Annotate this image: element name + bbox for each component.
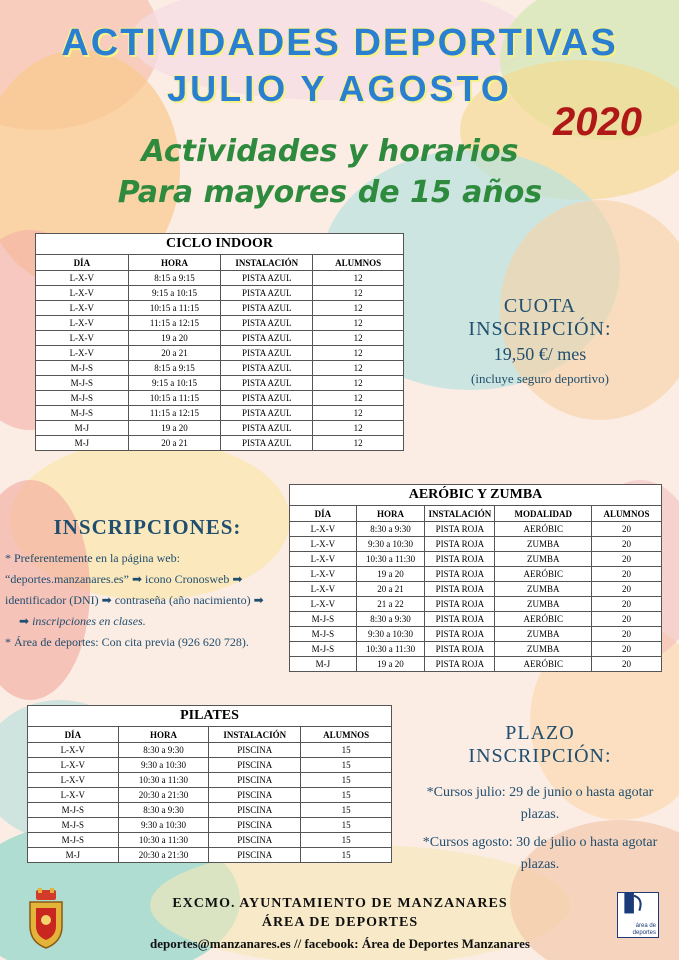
table-cell: L-X-V xyxy=(36,271,129,286)
table-row xyxy=(36,331,404,346)
table-cell: 15 xyxy=(301,758,392,773)
table-row xyxy=(290,627,662,642)
table-cell: L-X-V xyxy=(28,758,119,773)
table-cell: 20 xyxy=(592,522,662,537)
table-cell: L-X-V xyxy=(36,331,129,346)
table-row xyxy=(36,361,404,376)
table-cell: 12 xyxy=(313,286,404,301)
table-cell: 12 xyxy=(313,346,404,361)
table-cell: 9:30 a 10:30 xyxy=(356,627,425,642)
table-cell: PISTA AZUL xyxy=(221,421,313,436)
table-cell: PISTA AZUL xyxy=(221,436,313,451)
table-cell: M-J-S xyxy=(290,612,357,627)
table-row xyxy=(290,537,662,552)
column-header: INSTALACIÓN xyxy=(425,506,495,522)
inscripciones-line5: * Área de deportes: Con cita previa (926 620 728). xyxy=(5,635,249,649)
table-cell: 15 xyxy=(301,818,392,833)
table-cell: 9:30 a 10:30 xyxy=(356,537,425,552)
table-cell: 8:30 a 9:30 xyxy=(118,743,209,758)
table-cell: PISTA AZUL xyxy=(221,391,313,406)
coat-of-arms-icon xyxy=(22,888,70,950)
table-cell: 20 a 21 xyxy=(356,582,425,597)
table-row xyxy=(28,848,392,863)
table-cell: 12 xyxy=(313,406,404,421)
table-header-row xyxy=(290,506,662,522)
table-cell: 10:30 a 11:30 xyxy=(356,642,425,657)
table-cell: M-J-S xyxy=(36,361,129,376)
arrow-right-icon: ➡ xyxy=(232,572,243,586)
table-cell: 10:30 a 11:30 xyxy=(118,773,209,788)
table-cell: 20 xyxy=(592,627,662,642)
table-cell: 19 a 20 xyxy=(356,567,425,582)
website-link[interactable]: “deportes.manzanares.es” xyxy=(5,572,129,586)
column-header: HORA xyxy=(118,727,209,743)
table-cell: M-J-S xyxy=(28,803,119,818)
table-cell: 12 xyxy=(313,271,404,286)
table-cell: 9:30 a 10:30 xyxy=(118,818,209,833)
table-row xyxy=(36,346,404,361)
area-deportes-logo xyxy=(617,892,659,938)
table-cell: M-J xyxy=(36,421,129,436)
table-cell: M-J xyxy=(36,436,129,451)
table-cell: 20:30 a 21:30 xyxy=(118,848,209,863)
table-cell: 20:30 a 21:30 xyxy=(118,788,209,803)
table-cell: 10:15 a 11:15 xyxy=(128,301,221,316)
footer-line1: EXCMO. AYUNTAMIENTO DE MANZANARES xyxy=(172,896,508,911)
table-cell: 20 a 21 xyxy=(128,346,221,361)
table-row xyxy=(28,743,392,758)
inscripciones-line3a: identificador (DNI) xyxy=(5,593,99,607)
table-cell: PISTA ROJA xyxy=(425,537,495,552)
column-header: DÍA xyxy=(28,727,119,743)
table-cell: 12 xyxy=(313,376,404,391)
table-cell: L-X-V xyxy=(36,346,129,361)
footer-line2: ÁREA DE DEPORTES xyxy=(261,915,419,930)
table-cell: PISTA ROJA xyxy=(425,582,495,597)
table-cell: 12 xyxy=(313,436,404,451)
table-row xyxy=(290,552,662,567)
column-header: INSTALACIÓN xyxy=(221,255,313,271)
table-cell: AERÓBIC xyxy=(495,612,592,627)
table-row xyxy=(290,612,662,627)
table-cell: L-X-V xyxy=(290,567,357,582)
table-cell: ZUMBA xyxy=(495,582,592,597)
table-header-row xyxy=(28,727,392,743)
ciclo-indoor-table xyxy=(35,233,404,451)
pilates-table xyxy=(27,705,392,863)
table-row xyxy=(28,818,392,833)
table-cell: M-J-S xyxy=(36,391,129,406)
table-cell: 8:15 a 9:15 xyxy=(128,271,221,286)
table-title: PILATES xyxy=(28,706,392,727)
table-title: AERÓBIC Y ZUMBA xyxy=(290,485,662,506)
table-cell: 12 xyxy=(313,391,404,406)
table-row xyxy=(36,406,404,421)
table-row xyxy=(290,522,662,537)
column-header: ALUMNOS xyxy=(313,255,404,271)
table-cell: L-X-V xyxy=(28,773,119,788)
column-header: INSTALACIÓN xyxy=(209,727,301,743)
table-cell: M-J-S xyxy=(290,627,357,642)
table-cell: 21 a 22 xyxy=(356,597,425,612)
table-cell: 20 xyxy=(592,597,662,612)
main-title-line1: ACTIVIDADES DEPORTIVAS xyxy=(61,22,618,64)
table-cell: L-X-V xyxy=(290,597,357,612)
table-cell: PISTA ROJA xyxy=(425,612,495,627)
table-cell: 9:15 a 10:15 xyxy=(128,376,221,391)
table-row xyxy=(290,597,662,612)
table-cell: ZUMBA xyxy=(495,627,592,642)
table-cell: L-X-V xyxy=(36,286,129,301)
table-cell: L-X-V xyxy=(290,522,357,537)
table-cell: AERÓBIC xyxy=(495,657,592,672)
table-cell: L-X-V xyxy=(290,552,357,567)
table-cell: L-X-V xyxy=(290,582,357,597)
column-header: ALUMNOS xyxy=(592,506,662,522)
table-cell: 12 xyxy=(313,421,404,436)
cuota-note: (incluye seguro deportivo) xyxy=(471,371,609,386)
table-cell: 15 xyxy=(301,803,392,818)
table-cell: ZUMBA xyxy=(495,552,592,567)
table-cell: 20 xyxy=(592,642,662,657)
arrow-right-icon: ➡ xyxy=(19,614,30,628)
table-cell: M-J xyxy=(28,848,119,863)
cuota-title-line2: INSCRIPCIÓN: xyxy=(468,318,612,340)
table-cell: PISTA ROJA xyxy=(425,597,495,612)
cuota-price: 19,50 €/ mes xyxy=(493,344,587,364)
table-cell: PISTA AZUL xyxy=(221,346,313,361)
column-header: HORA xyxy=(128,255,221,271)
table-row xyxy=(36,286,404,301)
table-cell: AERÓBIC xyxy=(495,567,592,582)
column-header: DÍA xyxy=(36,255,129,271)
table-cell: 19 a 20 xyxy=(128,421,221,436)
table-cell: PISTA AZUL xyxy=(221,361,313,376)
plazo-julio: *Cursos julio: 29 de junio o hasta agotar plazas. xyxy=(426,785,654,822)
table-cell: PISCINA xyxy=(209,803,301,818)
table-cell: M-J-S xyxy=(28,818,119,833)
table-cell: 15 xyxy=(301,833,392,848)
table-cell: 8:30 a 9:30 xyxy=(118,803,209,818)
table-row xyxy=(28,833,392,848)
table-cell: 10:30 a 11:30 xyxy=(118,833,209,848)
plazo-section xyxy=(410,722,670,876)
table-row xyxy=(36,376,404,391)
table-cell: 15 xyxy=(301,773,392,788)
inscripciones-line3b: contraseña (año nacimiento) xyxy=(114,593,251,607)
table-row xyxy=(290,657,662,672)
aerobic-zumba-table xyxy=(289,484,662,672)
table-cell: PISTA AZUL xyxy=(221,286,313,301)
table-cell: 12 xyxy=(313,301,404,316)
table-cell: PISTA ROJA xyxy=(425,657,495,672)
table-cell: PISTA ROJA xyxy=(425,552,495,567)
cuota-section xyxy=(430,295,650,387)
table-cell: M-J-S xyxy=(36,406,129,421)
table-cell: PISTA AZUL xyxy=(221,316,313,331)
table-cell: 11:15 a 12:15 xyxy=(128,316,221,331)
table-cell: PISTA ROJA xyxy=(425,567,495,582)
table-row xyxy=(290,642,662,657)
table-cell: PISTA AZUL xyxy=(221,406,313,421)
table-cell: PISTA ROJA xyxy=(425,522,495,537)
table-cell: 10:30 a 11:30 xyxy=(356,552,425,567)
table-row xyxy=(28,758,392,773)
main-title-line2: JULIO Y AGOSTO xyxy=(167,68,512,109)
table-cell: 9:15 a 10:15 xyxy=(128,286,221,301)
table-cell: PISTA AZUL xyxy=(221,301,313,316)
table-cell: 15 xyxy=(301,848,392,863)
table-row xyxy=(36,271,404,286)
table-cell: 8:30 a 9:30 xyxy=(356,612,425,627)
table-cell: PISTA ROJA xyxy=(425,627,495,642)
table-row xyxy=(28,788,392,803)
runner-logo-icon xyxy=(618,893,658,923)
table-cell: 20 xyxy=(592,657,662,672)
table-cell: ZUMBA xyxy=(495,597,592,612)
table-row xyxy=(290,567,662,582)
column-header: MODALIDAD xyxy=(495,506,592,522)
table-row xyxy=(36,316,404,331)
subtitle-line1: Actividades y horarios xyxy=(141,134,519,169)
table-cell: PISCINA xyxy=(209,818,301,833)
table-title: CICLO INDOOR xyxy=(36,234,404,255)
table-cell: PISCINA xyxy=(209,743,301,758)
table-cell: M-J-S xyxy=(36,376,129,391)
table-row xyxy=(36,436,404,451)
table-cell: 20 xyxy=(592,567,662,582)
table-cell: ZUMBA xyxy=(495,537,592,552)
table-cell: 19 a 20 xyxy=(128,331,221,346)
arrow-right-icon: ➡ xyxy=(253,593,264,607)
inscripciones-line4: inscripciones en clases. xyxy=(32,614,146,628)
table-cell: 8:30 a 9:30 xyxy=(356,522,425,537)
table-row xyxy=(36,421,404,436)
table-cell: M-J-S xyxy=(28,833,119,848)
arrow-right-icon: ➡ xyxy=(101,593,112,607)
table-cell: 11:15 a 12:15 xyxy=(128,406,221,421)
plazo-title-line2: INSCRIPCIÓN: xyxy=(468,745,612,767)
inscripciones-line2b: icono Cronosweb xyxy=(145,572,230,586)
table-cell: 10:15 a 11:15 xyxy=(128,391,221,406)
table-cell: 12 xyxy=(313,331,404,346)
plazo-title-line1: PLAZO xyxy=(505,722,575,744)
table-cell: AERÓBIC xyxy=(495,522,592,537)
table-cell: 20 xyxy=(592,582,662,597)
footer-contact: deportes@manzanares.es // facebook: Área de Deportes Manzanares xyxy=(149,936,530,951)
subtitle-line2: Para mayores de 15 años xyxy=(117,175,543,210)
inscripciones-line1: * Preferentemente en la página web: xyxy=(5,551,180,565)
table-row xyxy=(290,582,662,597)
table-cell: L-X-V xyxy=(28,743,119,758)
table-cell: 15 xyxy=(301,788,392,803)
table-cell: PISCINA xyxy=(209,773,301,788)
table-cell: 19 a 20 xyxy=(356,657,425,672)
table-cell: L-X-V xyxy=(36,316,129,331)
table-cell: L-X-V xyxy=(290,537,357,552)
table-cell: 20 xyxy=(592,537,662,552)
inscripciones-section xyxy=(5,515,290,653)
cuota-title-line1: CUOTA xyxy=(503,295,577,317)
table-cell: 12 xyxy=(313,361,404,376)
table-cell: ZUMBA xyxy=(495,642,592,657)
table-cell: PISTA ROJA xyxy=(425,642,495,657)
table-cell: PISTA AZUL xyxy=(221,376,313,391)
table-row xyxy=(36,301,404,316)
table-cell: 15 xyxy=(301,743,392,758)
arrow-right-icon: ➡ xyxy=(131,572,142,586)
table-cell: 20 xyxy=(592,612,662,627)
logo-text: área de deportes xyxy=(632,923,656,936)
table-cell: PISTA AZUL xyxy=(221,331,313,346)
table-row xyxy=(36,391,404,406)
table-row xyxy=(28,773,392,788)
column-header: HORA xyxy=(356,506,425,522)
table-cell: PISCINA xyxy=(209,758,301,773)
table-cell: M-J xyxy=(290,657,357,672)
table-cell: 20 a 21 xyxy=(128,436,221,451)
table-cell: M-J-S xyxy=(290,642,357,657)
table-cell: 12 xyxy=(313,316,404,331)
table-cell: PISCINA xyxy=(209,848,301,863)
table-header-row xyxy=(36,255,404,271)
table-cell: PISCINA xyxy=(209,833,301,848)
inscripciones-title: INSCRIPCIONES: xyxy=(53,515,242,539)
table-row xyxy=(28,803,392,818)
column-header: DÍA xyxy=(290,506,357,522)
column-header: ALUMNOS xyxy=(301,727,392,743)
table-cell: 9:30 a 10:30 xyxy=(118,758,209,773)
table-cell: 20 xyxy=(592,552,662,567)
table-cell: PISCINA xyxy=(209,788,301,803)
table-cell: PISTA AZUL xyxy=(221,271,313,286)
table-cell: L-X-V xyxy=(36,301,129,316)
plazo-agosto: *Cursos agosto: 30 de julio o hasta agotar plazas. xyxy=(422,835,658,872)
table-cell: 8:15 a 9:15 xyxy=(128,361,221,376)
year-label: 2020 xyxy=(553,100,642,144)
table-cell: L-X-V xyxy=(28,788,119,803)
